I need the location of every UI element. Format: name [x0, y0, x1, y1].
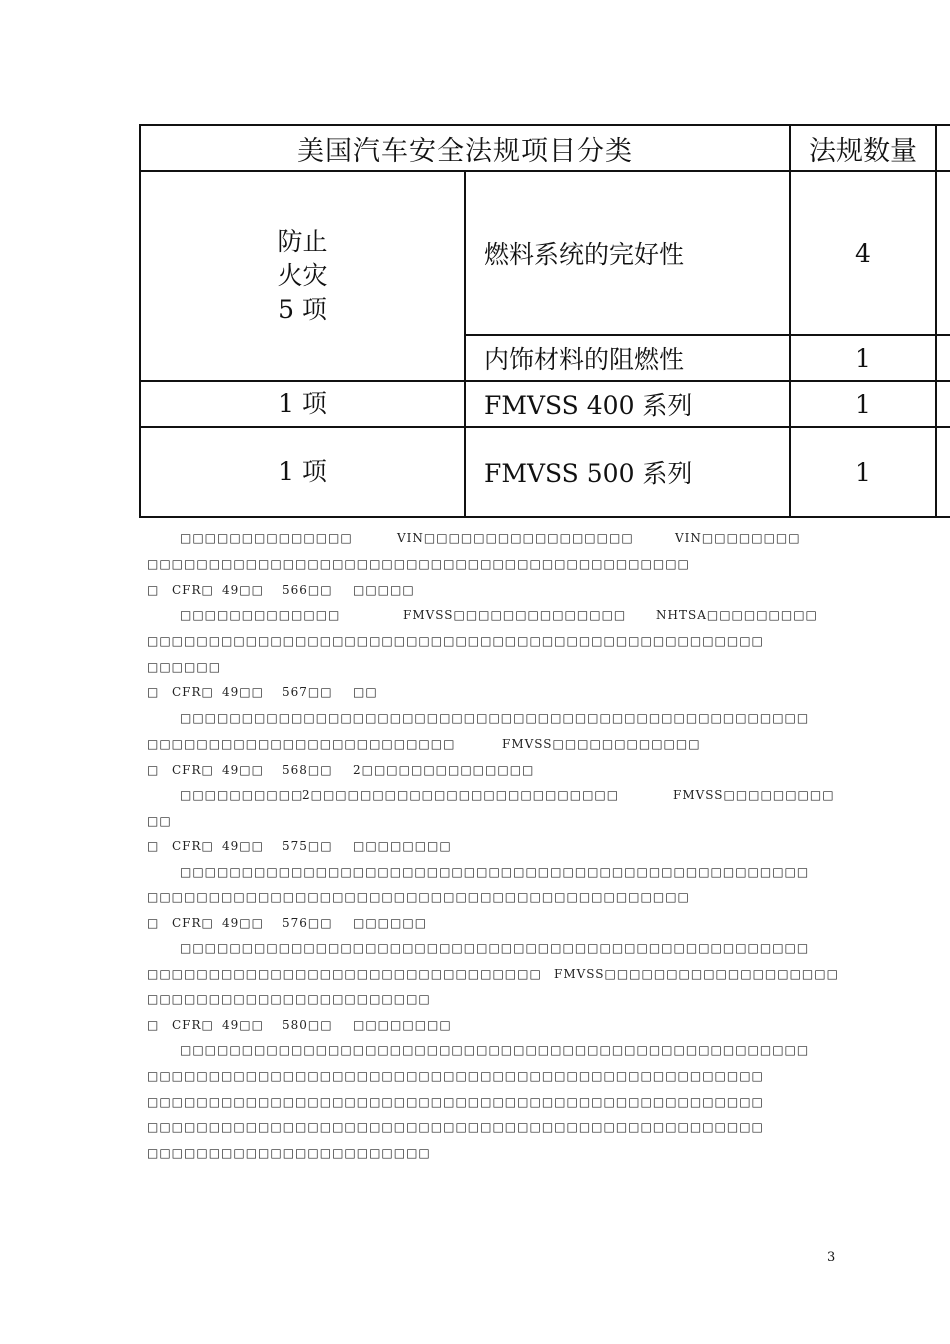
body-text-segment: □□□□□□□□□□□□□□□□□□□□□□□□□□□□□□□□□□□□□□□□□□□□□□□□□□□ [180, 711, 810, 725]
body-text-segment: 576□□ [282, 916, 333, 930]
table-header-count: 法规数量 [790, 125, 936, 171]
regulation-count: 4 [790, 171, 936, 335]
body-text-segment: 49□□ [222, 839, 264, 853]
body-text-segment: □□□□□□□□□□□□□□□□□□□□□□□□□□□□□□□□ [147, 967, 542, 981]
body-text-segment: CFR□ [172, 763, 214, 777]
body-text-segment: □□□□□□□□□□□□□□□□□□□□□□□□□□□□□□□□□□□□□□□□□□□□□□□□□□□ [180, 1043, 810, 1057]
body-text-segment: 49□□ [222, 583, 264, 597]
table-header-clipped [936, 125, 950, 171]
body-text-segment: □□□□□□□□□□□□□□□□□□□□□□□□□□□□□□□□□□□□□□□□□□□□ [147, 890, 690, 904]
body-text-segment: 49□□ [222, 916, 264, 930]
body-text-segment: □□□□□□ [353, 916, 428, 930]
body-text-segment: □ [147, 583, 160, 597]
clipped-cell [936, 427, 950, 517]
body-text-segment: □ [147, 839, 160, 853]
body-text-segment: □□□□□□□□□□□□□□□□□□□□□□□□□□□□□□□□□□□□□□□□□□□□□□□□□□ [147, 1069, 764, 1083]
body-text-segment: VIN□□□□□□□□ [675, 531, 801, 545]
body-text-segment: FMVSS□□□□□□□□□□□□□□□□□□□ [554, 967, 839, 981]
table-header-row [140, 125, 950, 171]
regulation-count: 1 [790, 427, 936, 517]
body-text-segment: □□□□□□□□□□□□□ [180, 608, 341, 622]
regulation-item: FMVSS 400 系列 [465, 381, 790, 427]
fire-prevention-category [140, 171, 465, 381]
body-text-segment: 580□□ [282, 1018, 333, 1032]
regulation-count: 1 [790, 335, 936, 381]
body-text-segment: 2□□□□□□□□□□□□□□ [353, 763, 535, 777]
body-text-segment: 568□□ [282, 763, 333, 777]
body-text-segment: □ [147, 763, 160, 777]
body-text-segment: □□□□□□□□□□□□□□□□□□□□□□□□□□□□□□□□□□□□□□□□□□□□ [147, 557, 690, 571]
body-text-segment: □ [147, 916, 160, 930]
body-text-segment: 49□□ [222, 1018, 264, 1032]
body-text-segment: □□□□□□□□□□□□□□□□□□□□□□□□□□□□□□□□□□□□□□□□□□□□□□□□□□□ [180, 865, 810, 879]
body-text-segment: □□□□□□□□ [353, 1018, 452, 1032]
category-line: 火灾 [277, 261, 328, 290]
body-text-segment: □□□□□□□□□□□□□□□□□□□□□□□□□□□□□□□□□□□□□□□□□□□□□□□□□□ [147, 1095, 764, 1109]
body-text-segment: □□□□□□□□□□□□□□□□□□□□□□□□□□□□□□□□□□□□□□□□□□□□□□□□□□□ [180, 941, 810, 955]
body-text-segment: □□□□□□□□ [353, 839, 452, 853]
body-text-segment: □□ [147, 814, 172, 828]
body-text-segment: NHTSA□□□□□□□□□ [656, 608, 818, 622]
regulation-item: FMVSS 500 系列 [465, 427, 790, 517]
body-text-segment: FMVSS□□□□□□□□□ [673, 788, 835, 802]
body-text-segment: 49□□ [222, 763, 264, 777]
table-header-category: 美国汽车安全法规项目分类 [140, 125, 790, 171]
body-text-segment: □□ [353, 685, 378, 699]
body-text-segment: CFR□ [172, 583, 214, 597]
regulation-count: 1 [790, 381, 936, 427]
regulation-item: 内饰材料的阻燃性 [465, 335, 790, 381]
body-text-segment: 49□□ [222, 685, 264, 699]
body-text-segment: CFR□ [172, 1018, 214, 1032]
body-text-segment: □□□□□□ [147, 660, 222, 674]
body-text-segment: VIN□□□□□□□□□□□□□□□□□ [397, 531, 634, 545]
body-text-segment: □□□□□□□□□□□□□□□□□□□□□□□□□ [147, 737, 456, 751]
regulation-item: 燃料系统的完好性 [465, 171, 790, 335]
body-text-segment: □□□□□□□□□□□□□□ [180, 531, 353, 545]
category-line: 5 项 [278, 295, 327, 324]
body-text-segment: CFR□ [172, 685, 214, 699]
body-text-segment: 2□□□□□□□□□□□□□□□□□□□□□□□□□ [302, 788, 620, 802]
clipped-cell [936, 381, 950, 427]
clipped-cell [936, 171, 950, 335]
body-text-segment: □□□□□□□□□□□□□□□□□□□□□□□□□□□□□□□□□□□□□□□□□□□□□□□□□□ [147, 634, 764, 648]
regulation-category: 1 项 [140, 381, 465, 427]
regulation-classification-table [139, 124, 950, 518]
body-text-segment: FMVSS□□□□□□□□□□□□□□ [403, 608, 627, 622]
body-text-segment: CFR□ [172, 916, 214, 930]
category-line: 防止 [277, 227, 328, 256]
clipped-cell [936, 335, 950, 381]
body-text-segment: □□□□□□□□□□□□□□□□□□□□□□□□□□□□□□□□□□□□□□□□□□□□□□□□□□ [147, 1120, 764, 1134]
body-text-segment: □ [147, 685, 160, 699]
body-text-segment: 566□□ [282, 583, 333, 597]
body-text-segment: □□□□□□□□□□□□□□□□□□□□□□□ [147, 992, 431, 1006]
body-text-segment: CFR□ [172, 839, 214, 853]
body-text-segment: 575□□ [282, 839, 333, 853]
table-row [140, 171, 950, 335]
body-text-segment: 567□□ [282, 685, 333, 699]
body-text-segment: □□□□□□□□□□□□□□□□□□□□□□□ [147, 1146, 431, 1160]
body-text-segment: □ [147, 1018, 160, 1032]
table-row [140, 427, 950, 517]
body-text-segment: □□□□□ [353, 583, 415, 597]
body-text-segment: □□□□□□□□□□ [180, 788, 304, 802]
regulation-category: 1 项 [140, 427, 465, 517]
body-text-segment: FMVSS□□□□□□□□□□□□ [502, 737, 701, 751]
table-row [140, 381, 950, 427]
page-number: 3 [827, 1250, 836, 1265]
